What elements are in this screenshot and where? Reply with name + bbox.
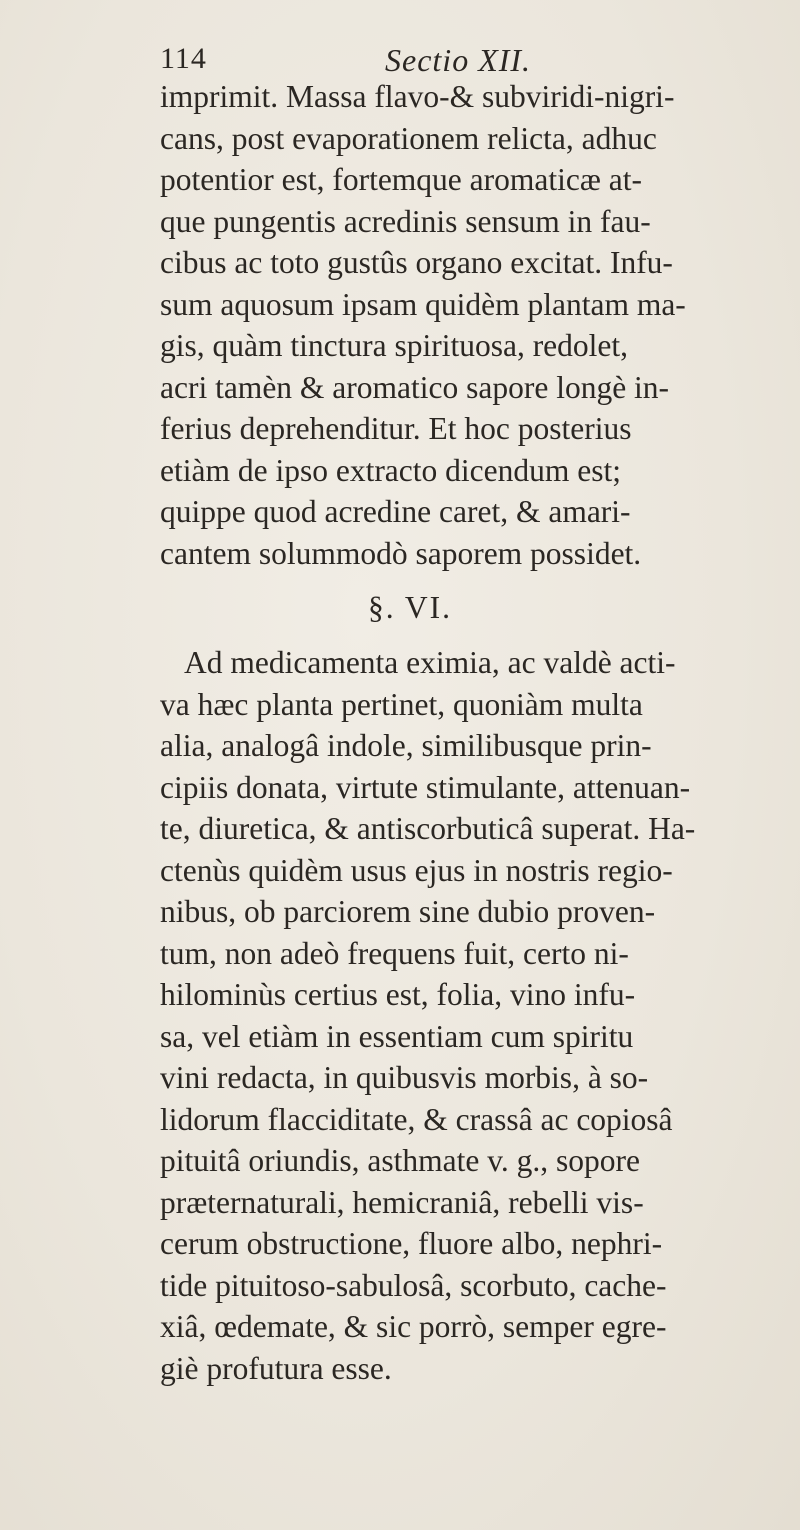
text-line: ctenùs quidèm usus ejus in nostris regio- <box>160 852 673 888</box>
text-line: giè profutura esse. <box>160 1350 392 1386</box>
text-line: hilominùs certius est, folia, vino infu- <box>160 977 636 1012</box>
text-line: va hæc planta pertinet, quoniàm multa <box>160 686 643 722</box>
paragraph-1 <box>160 76 790 574</box>
body-text <box>160 76 790 1389</box>
text-line: sa, vel etiàm in essentiam cum spiritu <box>160 1018 634 1054</box>
text-line: imprimit. Massa flavo-& subviridi-nigri- <box>160 79 675 114</box>
text-line: te, diuretica, & antiscorbuticâ superat. Ha- <box>160 811 696 846</box>
text-line: potentior est, fortemque aromaticæ at- <box>160 162 642 197</box>
text-line: que pungentis acredinis sensum in fau- <box>160 203 651 239</box>
text-line: cantem solummodò saporem possidet. <box>160 535 642 571</box>
text-line: præternaturali, hemicraniâ, rebelli vis- <box>160 1184 644 1220</box>
paragraph-2 <box>160 642 790 1389</box>
text-line: acri tamèn & aromatico sapore longè in- <box>160 369 670 405</box>
text-line: tide pituitoso-sabulosâ, scorbuto, cache- <box>160 1267 667 1303</box>
text-line: vini redacta, in quibusvis morbis, à so- <box>160 1060 649 1095</box>
text-line: gis, quàm tinctura spirituosa, redolet, <box>160 328 629 363</box>
text-line: cerum obstructione, fluore albo, nephri- <box>160 1226 663 1261</box>
text-line: etiàm de ipso extracto dicendum est; <box>160 452 621 488</box>
text-line: tum, non adeò frequens fuit, certo ni- <box>160 935 629 971</box>
text-line: ferius deprehenditur. Et hoc posterius <box>160 411 632 446</box>
text-line: Ad medicamenta eximia, ac valdè acti- <box>184 645 676 680</box>
text-line: cibus ac toto gustûs organo excitat. Infu- <box>160 245 673 280</box>
text-line: quippe quod acredine caret, & amari- <box>160 494 631 529</box>
text-line: cipiis donata, virtute stimulante, attenuan- <box>160 769 691 805</box>
running-head: Sectio XII. <box>385 42 532 78</box>
text-line: sum aquosum ipsam quidèm plantam ma- <box>160 286 686 322</box>
section-heading: §. VI. <box>368 590 453 625</box>
text-line: alia, analogâ indole, similibusque prin- <box>160 728 652 763</box>
text-line: cans, post evaporationem relicta, adhuc <box>160 120 657 156</box>
text-line: nibus, ob parciorem sine dubio proven- <box>160 894 656 929</box>
page-number: 114 <box>160 42 207 75</box>
text-line: pituitâ oriundis, asthmate v. g., sopore <box>160 1143 641 1178</box>
text-line: xiâ, œdemate, & sic porrò, semper egre- <box>160 1309 667 1344</box>
text-line: lidorum flacciditate, & crassâ ac copiosâ <box>160 1101 673 1137</box>
